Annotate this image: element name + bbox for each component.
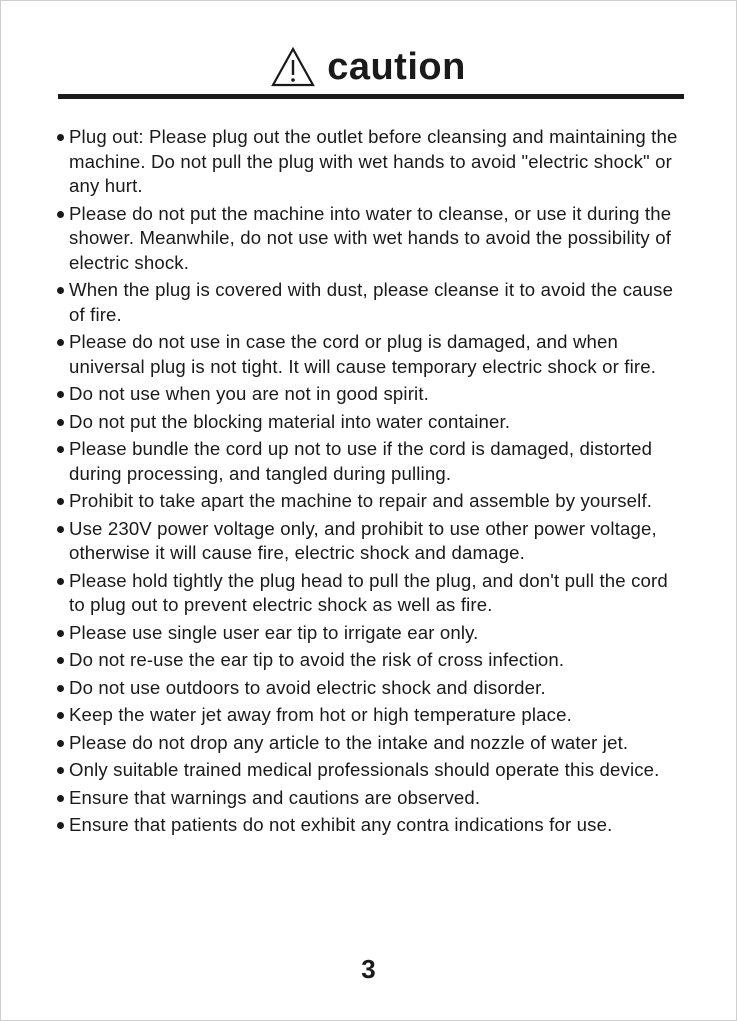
caution-item — [56, 731, 686, 756]
caution-item-text: When the plug is covered with dust, please cleanse it to avoid the cause of fire. — [69, 279, 674, 325]
caution-item — [56, 569, 686, 618]
caution-item-text: Do not use when you are not in good spirit. — [69, 383, 429, 404]
caution-item — [56, 125, 686, 199]
bullet-dot — [57, 134, 64, 141]
bullet-dot — [57, 498, 64, 505]
page-number: 3 — [361, 954, 376, 984]
caution-item — [56, 489, 686, 514]
caution-item — [56, 437, 686, 486]
bullet-dot — [57, 287, 64, 294]
bullet-dot — [57, 657, 64, 664]
caution-item-text: Ensure that warnings and cautions are observed. — [69, 786, 481, 808]
caution-item — [56, 676, 686, 701]
caution-item-text: Please do not drop any article to the intake and nozzle of water jet. — [69, 731, 629, 753]
caution-item — [56, 758, 686, 783]
caution-item-text: Plug out: Please plug out the outlet before cleansing and maintaining the machine. Do not pull the plug with wet hands to avoid "electric shock" or any hurt. — [69, 126, 678, 196]
caution-item-text: Ensure that patients do not exhibit any contra indications for use. — [69, 814, 613, 835]
title-underline — [58, 94, 684, 99]
bullet-dot — [57, 822, 64, 829]
caution-item-text: Please bundle the cord up not to use if the cord is damaged, distorted during processing, and tangled during pulling. — [69, 438, 653, 484]
bullet-dot — [57, 630, 64, 637]
bullet-dot — [57, 795, 64, 802]
bullet-dot — [57, 712, 64, 719]
caution-item — [56, 703, 686, 728]
caution-item-text: Do not re-use the ear tip to avoid the risk of cross infection. — [69, 649, 565, 670]
caution-item — [56, 278, 686, 327]
caution-item — [56, 410, 686, 435]
caution-item-text: Please do not put the machine into water to cleanse, or use it during the shower. Meanwhile, do not use with wet hands to avoid the possibility of electric shock. — [69, 202, 672, 273]
bullet-dot — [57, 446, 64, 453]
caution-item — [56, 621, 686, 646]
caution-item-text: Do not use outdoors to avoid electric shock and disorder. — [69, 676, 546, 698]
bullet-dot — [57, 578, 64, 585]
bullet-dot — [57, 391, 64, 398]
bullet-dot — [57, 685, 64, 692]
warning-triangle-icon — [271, 47, 315, 87]
caution-item — [56, 382, 686, 407]
caution-item-text: Keep the water jet away from hot or high temperature place. — [69, 704, 572, 725]
caution-item-text: Prohibit to take apart the machine to repair and assemble by yourself. — [69, 490, 653, 511]
bullet-dot — [57, 419, 64, 426]
caution-item — [56, 330, 686, 379]
bullet-dot — [57, 339, 64, 346]
bullet-dot — [57, 767, 64, 774]
bullet-dot — [57, 211, 64, 218]
caution-item-text: Use 230V power voltage only, and prohibit to use other power voltage, otherwise it will cause fire, electric shock and damage. — [69, 517, 657, 563]
page-title: caution — [327, 45, 466, 88]
caution-item-text: Please do not use in case the cord or plug is damaged, and when universal plug is not tight. It will cause temporary electric shock or fire. — [69, 331, 657, 377]
caution-item — [56, 648, 686, 673]
caution-list — [56, 125, 686, 841]
caution-header — [0, 42, 737, 92]
caution-item — [56, 202, 686, 276]
bullet-dot — [57, 740, 64, 747]
caution-item — [56, 517, 686, 566]
caution-item-text: Only suitable trained medical professionals should operate this device. — [69, 759, 660, 780]
bullet-dot — [57, 526, 64, 533]
caution-item-text: Do not put the blocking material into water container. — [69, 410, 511, 432]
caution-item-text: Please hold tightly the plug head to pull the plug, and don't pull the cord to plug out to prevent electric shock as well as fire. — [69, 569, 668, 615]
caution-item — [56, 786, 686, 811]
caution-item-text: Please use single user ear tip to irrigate ear only. — [69, 621, 479, 643]
caution-item — [56, 813, 686, 838]
